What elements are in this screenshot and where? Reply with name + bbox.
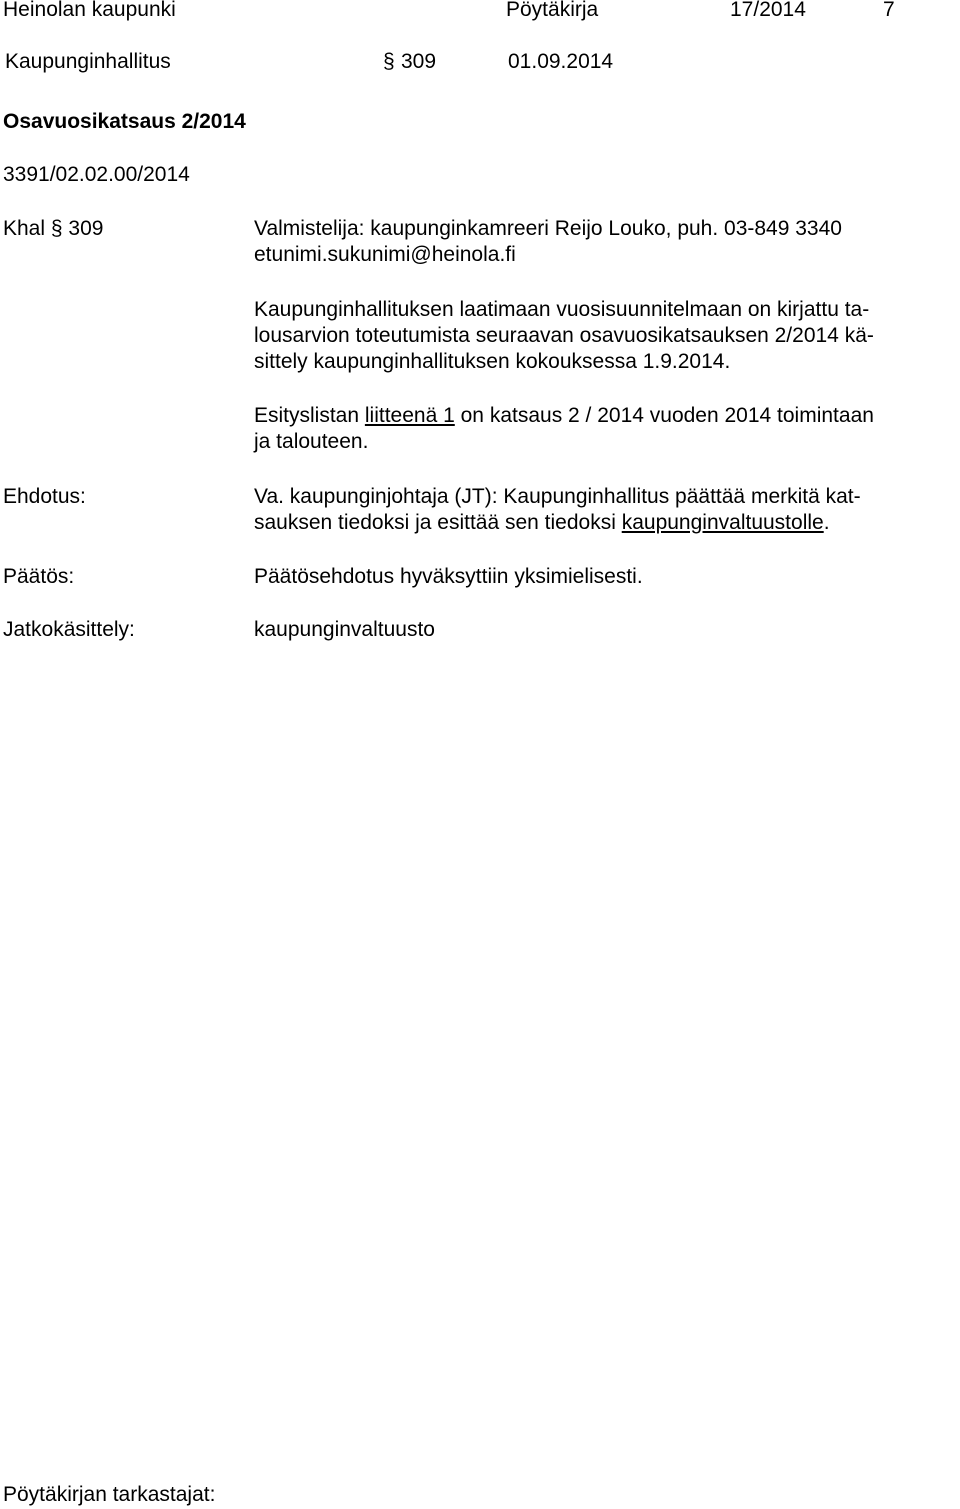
proposal-label: Ehdotus: [3,485,86,508]
attachment-paragraph-line2: ja talouteen. [254,430,369,453]
proposal-text-post: . [823,511,830,534]
section-symbol-icon: § [383,50,395,73]
attachment-text-pre: Esityslistan [254,404,360,427]
protocol-number: 17/2014 [730,0,806,21]
section-ref-body: Khal [3,217,46,240]
further-processing-text: kaupunginvaltuusto [254,618,435,641]
preparer-line: Valmistelija: kaupunginkamreeri Reijo Louko, puh. 03-849 3340 [254,217,842,240]
preparer-email: etunimi.sukunimi@heinola.fi [254,243,516,266]
attachment-paragraph [254,403,874,429]
municipality-name: Heinolan kaupunki [3,0,176,21]
attachment-link[interactable]: liitteenä 1 [364,404,455,427]
decision-label: Päätös: [3,565,75,588]
page-number: 7 [883,0,895,21]
attachment-text-post: on katsaus 2 / 2014 vuoden 2014 toimintaan [460,404,874,427]
paragraph-line: Kaupunginhallituksen laatimaan vuosisuunnitelmaan on kirjattu ta- [254,298,870,321]
meeting-body: Kaupunginhallitus [5,50,171,73]
city-council-link[interactable]: kaupunginvaltuustolle [621,511,824,534]
minutes-reviewers-label: Pöytäkirjan tarkastajat: [3,1483,216,1506]
section-ref-number: 309 [68,217,104,240]
meeting-date: 01.09.2014 [508,50,614,73]
further-processing-label: Jatkokäsittely: [3,618,135,641]
item-title: Osavuosikatsaus 2/2014 [3,110,246,133]
section-symbol-icon: § [50,217,63,240]
decision-text: Päätösehdotus hyväksyttiin yksimielisesti. [254,565,643,588]
record-number: 3391/02.02.00/2014 [3,163,190,186]
proposal-text-pre: sauksen tiedoksi ja esittää sen tiedoksi [254,511,616,534]
paragraph-line: sittely kaupunginhallituksen kokouksessa 1.9.2014. [254,350,731,373]
proposal-line: Va. kaupunginjohtaja (JT): Kaupunginhallitus päättää merkitä kat- [254,485,861,508]
proposal-line2 [254,510,830,536]
document-type: Pöytäkirja [506,0,599,21]
paragraph-line: lousarvion toteutumista seuraavan osavuosikatsauksen 2/2014 kä- [254,324,874,347]
meeting-section-number: 309 [401,50,437,73]
section-reference [3,216,103,242]
